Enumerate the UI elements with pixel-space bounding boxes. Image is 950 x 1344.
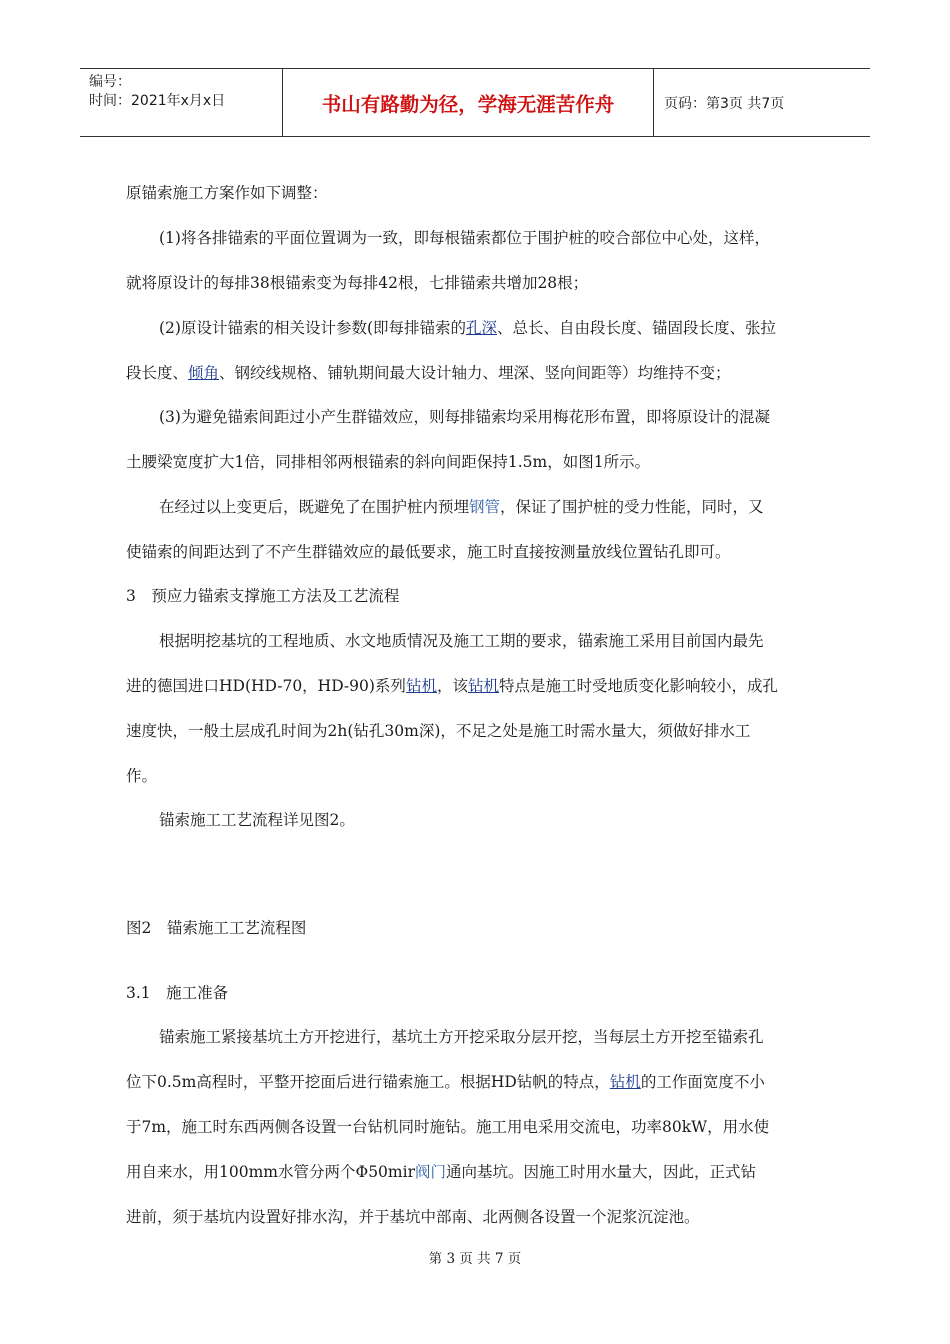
paragraph-line: 于7m，施工时东西两侧各设置一台钻机同时施钻。施工用电采用交流电，功率80kW，用水使 [126, 1118, 770, 1136]
section-heading: 3 预应力锚索支撑施工方法及工艺流程 [126, 587, 400, 605]
link-drill-rig[interactable]: 钻机 [467, 677, 499, 695]
page-footer: 第 3 页 共 7 页 [428, 1251, 522, 1267]
time-label: 时间：2021年x月x日 [89, 93, 226, 109]
link-hole-depth[interactable]: 孔深 [466, 319, 498, 337]
link-drill-rig[interactable]: 钻机 [609, 1073, 641, 1091]
text-run: 通向基坑。因施工时用水量大，因此，正式钻 [446, 1163, 757, 1181]
paragraph-line [126, 676, 846, 696]
code-label: 编号： [89, 74, 131, 90]
paragraph-line: 根据明挖基坑的工程地质、水文地质情况及施工工期的要求，锚索施工采用目前国内最先 [159, 632, 764, 650]
paragraph-line: (3)为避免锚索间距过小产生群锚效应，则每排锚索均采用梅花形布置，即将原设计的混凝 [159, 408, 770, 426]
paragraph-line: 锚索施工工艺流程详见图2。 [159, 811, 355, 829]
header-page-info: 页码：第3页 共7页 [664, 95, 785, 112]
paragraph-line: 作。 [126, 767, 158, 785]
paragraph-line [126, 1072, 846, 1092]
text-run: ，该 [436, 677, 468, 695]
paragraph-line [126, 363, 846, 383]
paragraph-line [126, 1162, 846, 1182]
header-meta [80, 69, 282, 136]
paragraph-line [159, 318, 879, 338]
paragraph-line: 使锚索的间距达到了不产生群锚效应的最低要求，施工时直接按测量放线位置钻孔即可。 [126, 543, 731, 561]
link-inclination[interactable]: 倾角 [188, 364, 220, 382]
text-run: 位下0.5m高程时，平整开挖面后进行锚索施工。根据HD钻帆的特点， [126, 1073, 610, 1091]
header-motto: 书山有路勤为径，学海无涯苦作舟 [282, 69, 654, 136]
text-run: 、钢绞线规格、铺轨期间最大设计轴力、埋深、竖向间距等）均维持不变； [219, 364, 731, 382]
paragraph-line [159, 497, 879, 517]
text-run: (2)原设计锚索的相关设计参数(即每排锚索的 [159, 319, 467, 337]
text-run: 用自来水，用100mm水管分两个Φ50mir [126, 1163, 415, 1181]
page-header [80, 68, 870, 137]
text-run: 进的德国进口HD(HD-70，HD-90)系列 [126, 677, 406, 695]
text-run: 特点是施工时受地质变化影响较小，成孔 [498, 677, 778, 695]
paragraph-line: 土腰梁宽度扩大1倍，同排相邻两根锚索的斜向间距保持1.5m，如图1所示。 [126, 453, 651, 471]
paragraph-line: 速度快，一般土层成孔时间为2h(钻孔30m深)，不足之处是施工时需水量大，须做好排水工 [126, 722, 751, 740]
text-run: 、总长、自由段长度、锚固段长度、张拉 [497, 319, 777, 337]
paragraph-line: 就将原设计的每排38根锚索变为每排42根，七排锚索共增加28根； [126, 274, 589, 292]
paragraph-line: (1)将各排锚索的平面位置调为一致，即每根锚索都位于围护桩的咬合部位中心处，这样， [159, 229, 770, 247]
text-run: 段长度、 [126, 364, 189, 382]
text-run: 在经过以上变更后，既避免了在围护桩内预埋 [159, 498, 470, 516]
link-drill-rig[interactable]: 钻机 [405, 677, 437, 695]
text-run: ，保证了围护桩的受力性能，同时，又 [500, 498, 764, 516]
figure-caption: 图2 锚索施工工艺流程图 [126, 919, 307, 937]
link-steel-pipe[interactable]: 钢管 [469, 498, 501, 516]
paragraph-line: 原锚索施工方案作如下调整： [126, 184, 328, 202]
paragraph-line: 锚索施工紧接基坑土方开挖进行，基坑土方开挖采取分层开挖，当每层土方开挖至锚索孔 [159, 1028, 764, 1046]
section-heading: 3.1 施工准备 [126, 984, 229, 1002]
paragraph-line: 进前，须于基坑内设置好排水沟，并于基坑中部南、北两侧各设置一个泥浆沉淀池。 [126, 1208, 700, 1226]
link-valve[interactable]: 阀门 [414, 1163, 446, 1181]
text-run: 的工作面宽度不小 [640, 1073, 765, 1091]
